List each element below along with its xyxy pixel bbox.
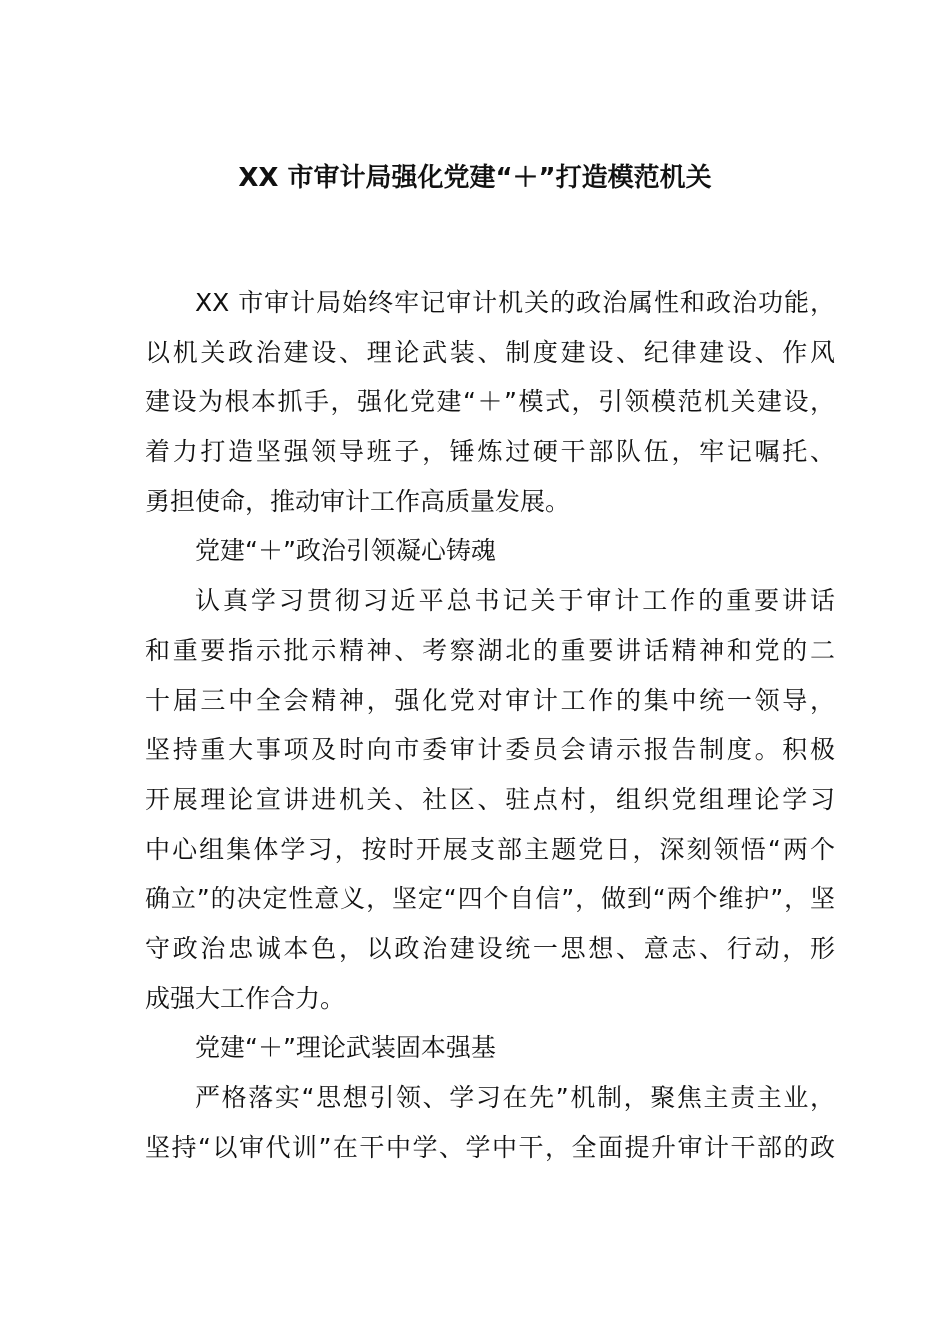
paragraph-line: 着力打造坚强领导班子，锤炼过硬干部队伍，牢记嘱托、 [145,437,835,467]
paragraph-line: 严格落实“思想引领、学习在先”机制，聚焦主责主业， [195,1083,835,1112]
paragraph-line: 确立”的决定性意义，坚定“四个自信”，做到“两个维护”，坚 [145,884,835,914]
paragraph-line: 建设为根本抓手，强化党建“＋”模式，引领模范机关建设， [145,387,835,417]
paragraph-theory-armament [145,1073,835,1172]
paragraph-line: 成强大工作合力。 [145,983,346,1013]
paragraph-line: 开展理论宣讲进机关、社区、驻点村，组织党组理论学习 [145,784,835,814]
paragraph-political-leadership [145,576,835,1023]
paragraph-intro [145,278,835,526]
paragraph-line: 中心组集体学习，按时开展支部主题党日，深刻领悟“两个 [145,834,835,864]
paragraph-line: 守政治忠诚本色，以政治建设统一思想、意志、行动，形 [145,933,835,963]
section-heading-theory-armament: 党建“＋”理论武装固本强基 [195,1033,496,1063]
paragraph-line: 勇担使命，推动审计工作高质量发展。 [145,486,571,516]
paragraph-line: 以机关政治建设、理论武装、制度建设、纪律建设、作风 [145,337,835,367]
section-heading-political-leadership: 党建“＋”政治引领凝心铸魂 [195,536,496,566]
document-body [145,278,835,1172]
paragraph-line: 和重要指示批示精神、考察湖北的重要讲话精神和党的二 [145,635,835,665]
paragraph-line: 认真学习贯彻习近平总书记关于审计工作的重要讲话 [195,586,835,616]
document-title: XX 市审计局强化党建“＋”打造模范机关 [238,163,712,193]
paragraph-line: 坚持重大事项及时向市委审计委员会请示报告制度。积极 [145,735,835,765]
paragraph-line: 坚持“以审代训”在干中学、学中干，全面提升审计干部的政 [145,1132,835,1162]
paragraph-line: XX 市审计局始终牢记审计机关的政治属性和政治功能， [195,288,835,317]
paragraph-line: 十届三中全会精神，强化党对审计工作的集中统一领导， [145,685,835,715]
